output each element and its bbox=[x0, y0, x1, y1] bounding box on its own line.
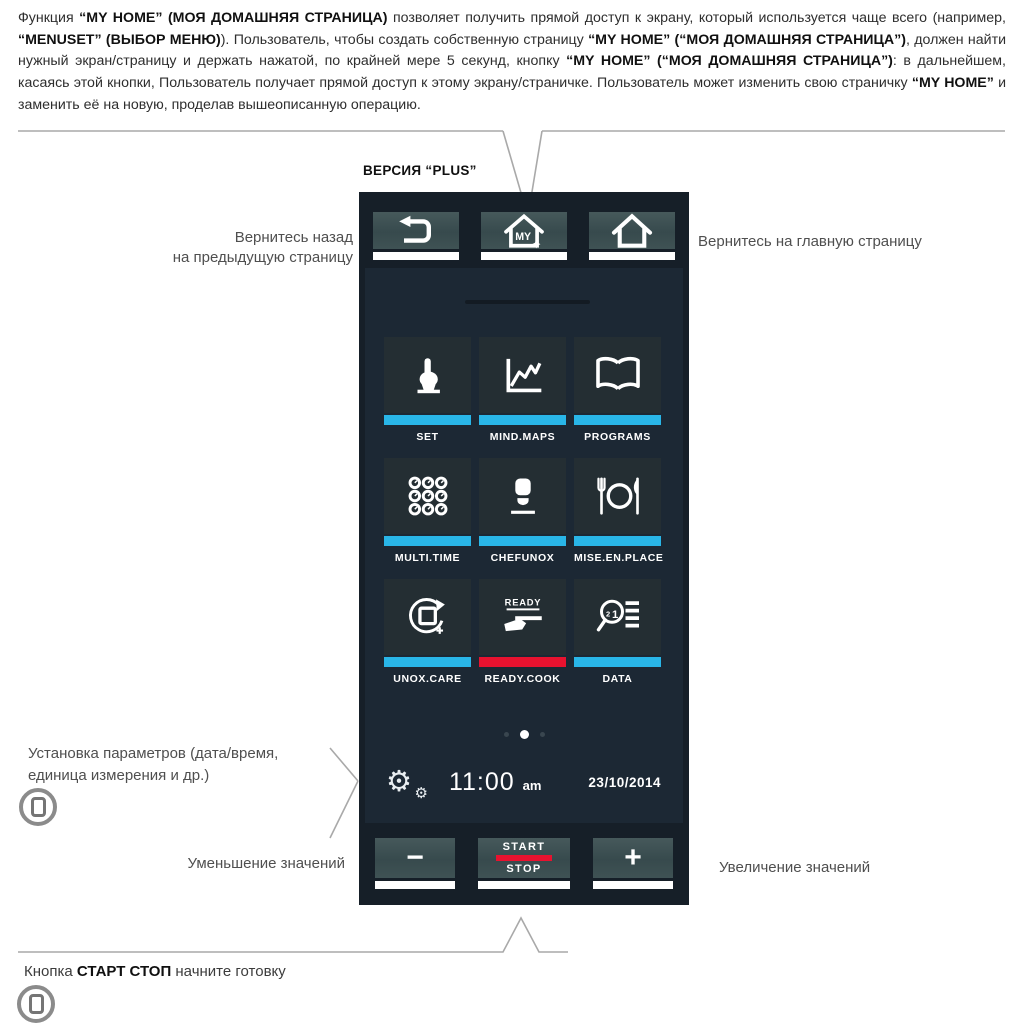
decrease-button[interactable] bbox=[375, 838, 455, 889]
start-stop-red-bar bbox=[496, 855, 552, 861]
callout-back-line1: Вернитесь назад bbox=[234, 229, 353, 246]
callout-settings-line2: единица измерения и др.) bbox=[28, 766, 210, 784]
tile-unox-care-face bbox=[384, 579, 471, 655]
booklet-glyph bbox=[31, 797, 46, 817]
gear-icon: ⚙ bbox=[386, 765, 412, 798]
tile-mind-maps-face bbox=[479, 337, 566, 413]
tile-accent-bar bbox=[479, 536, 566, 546]
tile-accent-bar bbox=[384, 657, 471, 667]
tile-accent-bar bbox=[384, 536, 471, 546]
date-value: 23/10/2014 bbox=[588, 774, 661, 790]
tile-chefunox-face bbox=[479, 458, 566, 534]
button-underline bbox=[375, 881, 455, 889]
tile-mise-en-place[interactable] bbox=[574, 458, 664, 564]
set-icon bbox=[407, 354, 449, 396]
panel-booklet-icon bbox=[17, 985, 55, 1023]
tile-programs-face bbox=[574, 337, 661, 413]
tile-chefunox[interactable] bbox=[479, 458, 566, 564]
tile-label: MISE.EN.PLACE bbox=[574, 552, 664, 564]
my-home-icon bbox=[501, 213, 547, 249]
my-home-button[interactable] bbox=[481, 212, 567, 260]
tile-accent-bar bbox=[384, 415, 471, 425]
button-underline bbox=[478, 881, 570, 889]
button-underline bbox=[593, 881, 673, 889]
faded-header-mark bbox=[465, 300, 590, 304]
tile-label: SET bbox=[416, 431, 439, 443]
callout-back-label bbox=[173, 228, 353, 269]
pager-dot[interactable] bbox=[540, 732, 545, 737]
tile-label: UNOX.CARE bbox=[393, 673, 462, 685]
callout-home-label: Вернитесь на главную страницу bbox=[698, 233, 922, 250]
chefunox-icon bbox=[502, 475, 544, 517]
button-underline bbox=[589, 252, 675, 260]
plus-icon: + bbox=[624, 841, 642, 874]
decrease-button-face bbox=[375, 838, 455, 878]
back-icon bbox=[395, 215, 437, 247]
tile-programs[interactable] bbox=[574, 337, 661, 443]
intro-paragraph: Функция “MY HOME” (МОЯ ДОМАШНЯЯ СТРАНИЦА) позволяет получить прямой доступ к экрану, который используется чаще всего (например, “MENUSET” (ВЫБОР МЕНЮ)). Пользователь, чтобы создать собственную страницу “MY HOME” (“МОЯ ДОМАШНЯЯ СТРАНИЦА”), должен найти нужный экран/страницу и держать нажатой, по крайней мере 5 секунд, кнопку “MY HOME” (“МОЯ ДОМАШНЯЯ СТРАНИЦА”): в дальнейшем, касаясь этой кнопки, Пользователь получает прямой доступ к этому экрану/страничке. Пользователь может изменить свою страничку “MY HOME” и заменить её на новую, проделав вышеописанную операцию. bbox=[18, 10, 1007, 113]
pager-dot[interactable] bbox=[504, 732, 509, 737]
svg-text:READY: READY bbox=[504, 597, 541, 608]
tile-data-face bbox=[574, 579, 661, 655]
meridiem-label: am bbox=[522, 777, 542, 793]
tile-label: READY.COOK bbox=[484, 673, 561, 685]
pager-dot-active[interactable] bbox=[520, 730, 529, 739]
tile-multi-time-face bbox=[384, 458, 471, 534]
tile-accent-bar bbox=[574, 657, 661, 667]
button-underline bbox=[373, 252, 459, 260]
settings-button[interactable] bbox=[386, 765, 428, 802]
tile-multi-time[interactable] bbox=[384, 458, 471, 564]
tile-label: MIND.MAPS bbox=[489, 431, 556, 443]
home-icon bbox=[609, 213, 655, 249]
callout-settings-line1: Установка параметров (дата/время, bbox=[28, 745, 279, 762]
tile-label: CHEFUNOX bbox=[490, 552, 555, 564]
back-button[interactable] bbox=[373, 212, 459, 260]
svg-text:MY: MY bbox=[515, 230, 532, 243]
start-stop-note: Кнопка СТАРТ СТОП начните готовку bbox=[24, 963, 286, 980]
start-stop-button[interactable] bbox=[478, 838, 570, 889]
tile-accent-bar bbox=[479, 415, 566, 425]
small-gear-icon: ⚙ bbox=[414, 784, 428, 802]
status-row bbox=[386, 763, 661, 801]
ready-cook-icon bbox=[498, 594, 548, 640]
home-button[interactable] bbox=[589, 212, 675, 260]
my-home-button-face bbox=[481, 212, 567, 249]
multi-time-icon bbox=[406, 474, 450, 518]
tile-label: PROGRAMS bbox=[584, 431, 651, 443]
stop-label: STOP bbox=[506, 863, 542, 875]
tile-accent-bar bbox=[574, 415, 661, 425]
callout-settings-label bbox=[28, 743, 278, 787]
time-value: 11:00 bbox=[448, 767, 515, 796]
tile-ready-cook-face bbox=[479, 579, 566, 655]
booklet-glyph bbox=[29, 994, 44, 1014]
tile-label: MULTI.TIME bbox=[394, 552, 461, 564]
tile-unox-care[interactable] bbox=[384, 579, 471, 685]
back-button-face bbox=[373, 212, 459, 249]
tile-mise-en-place-face bbox=[574, 458, 661, 534]
oven-control-panel bbox=[359, 192, 689, 905]
programs-icon bbox=[594, 355, 642, 395]
tile-accent-bar bbox=[574, 536, 661, 546]
callout-decrease-label: Уменьшение значений bbox=[187, 855, 345, 872]
home-button-face bbox=[589, 212, 675, 249]
controls-row bbox=[375, 838, 673, 889]
increase-button[interactable] bbox=[593, 838, 673, 889]
mise-en-place-icon bbox=[594, 475, 642, 517]
panel-booklet-icon bbox=[19, 788, 57, 826]
tile-mind-maps[interactable] bbox=[479, 337, 566, 443]
tile-set[interactable] bbox=[384, 337, 471, 443]
svg-text:2: 2 bbox=[605, 609, 610, 619]
button-underline bbox=[481, 252, 567, 260]
data-icon bbox=[595, 596, 641, 638]
menu-tile-grid bbox=[384, 337, 664, 685]
callout-increase-label: Увеличение значений bbox=[719, 859, 871, 876]
tile-label: DATA bbox=[602, 673, 633, 685]
pager-dots bbox=[359, 730, 689, 739]
tile-accent-bar bbox=[479, 657, 566, 667]
minus-icon: − bbox=[406, 841, 424, 874]
clock-display bbox=[449, 768, 542, 797]
tile-set-face bbox=[384, 337, 471, 413]
start-label: START bbox=[502, 840, 546, 853]
callout-back-line2: на предыдущую страницу bbox=[172, 249, 353, 267]
tile-ready-cook[interactable] bbox=[479, 579, 566, 685]
version-label: ВЕРСИЯ “PLUS” bbox=[363, 163, 477, 178]
unox-care-icon bbox=[406, 595, 450, 639]
mind-maps-icon bbox=[501, 353, 545, 397]
start-stop-button-face bbox=[478, 838, 570, 878]
nav-row bbox=[373, 212, 675, 260]
svg-text:1: 1 bbox=[611, 608, 618, 621]
tile-data[interactable] bbox=[574, 579, 661, 685]
increase-button-face bbox=[593, 838, 673, 878]
